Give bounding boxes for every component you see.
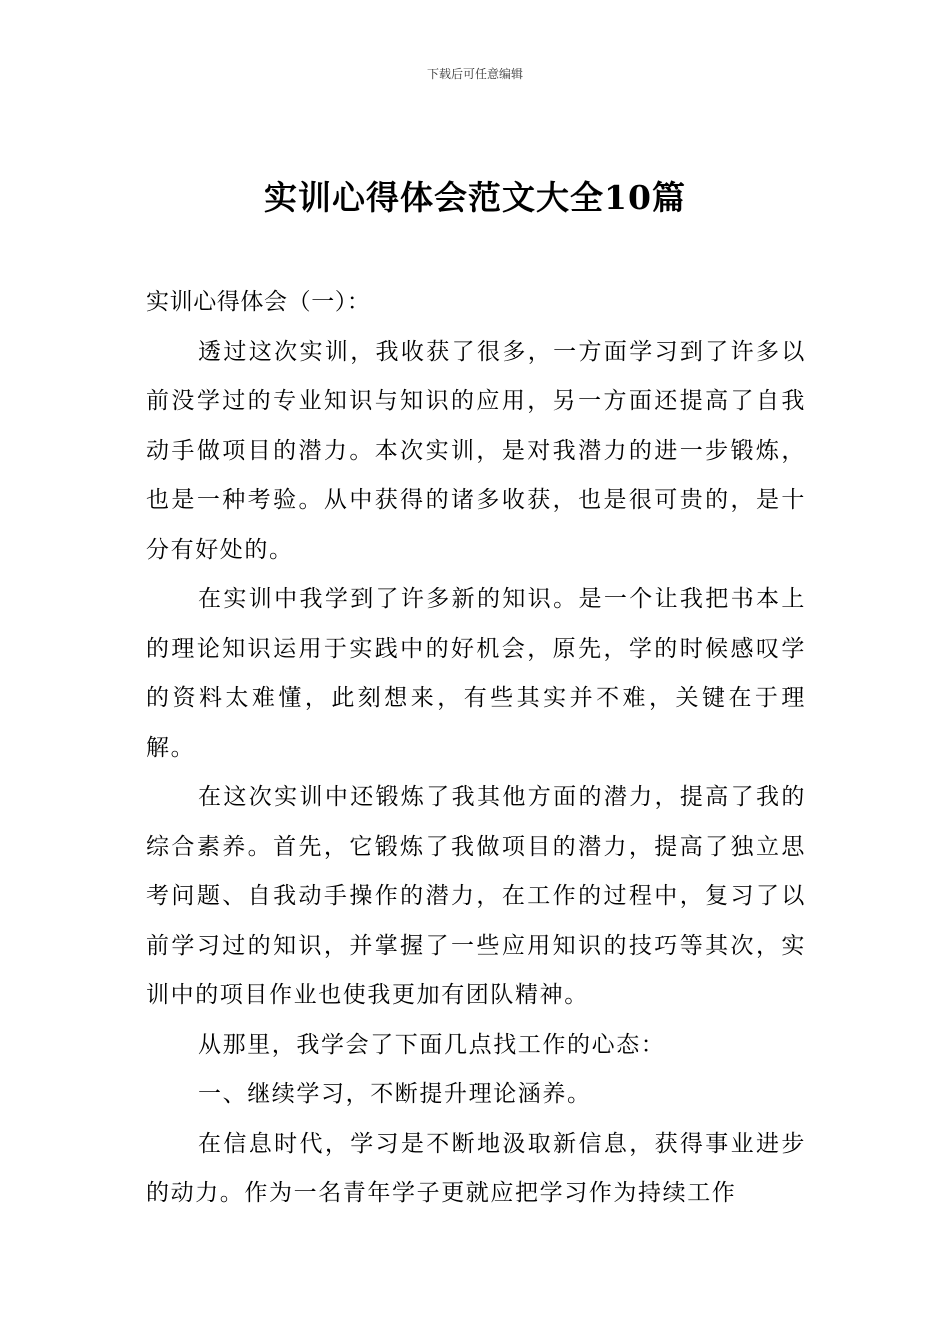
document-title: 实训心得体会范文大全10篇 <box>264 178 686 217</box>
paragraph: 从那里，我学会了下面几点找工作的心态： <box>198 1031 666 1058</box>
paragraph: 在这次实训中还锻炼了我其他方面的潜力，提高了我的综合素养。首先，它锻炼了我做项目的潜力，提高了独立思考问题、自我动手操作的潜力，在工作的过程中，复习了以前学习过的知识，并掌握了一些应用知识的技巧等其次，实训中的项目作业也使我更加有团队精神。 <box>146 784 806 1008</box>
paragraph: 在实训中我学到了许多新的知识。是一个让我把书本上的理论知识运用于实践中的好机会，原先，学的时候感叹学的资料太难懂，此刻想来，有些其实并不难，关键在于理解。 <box>146 586 806 761</box>
paragraph: 在信息时代，学习是不断地汲取新信息，获得事业进步的动力。作为一名青年学子更就应把学习作为持续工作 <box>146 1130 806 1206</box>
header-note: 下载后可任意编辑 <box>426 67 523 81</box>
document-body <box>146 278 806 1219</box>
paragraph: 一、继续学习，不断提升理论涵养。 <box>198 1081 592 1107</box>
section-heading: 实训心得体会（一）： <box>146 289 371 315</box>
paragraph: 透过这次实训，我收获了很多，一方面学习到了许多以前没学过的专业知识与知识的应用，另一方面还提高了自我动手做项目的潜力。本次实训，是对我潜力的进一步锻炼，也是一种考验。从中获得的诸多收获，也是很可贵的，是十分有好处的。 <box>146 338 806 563</box>
